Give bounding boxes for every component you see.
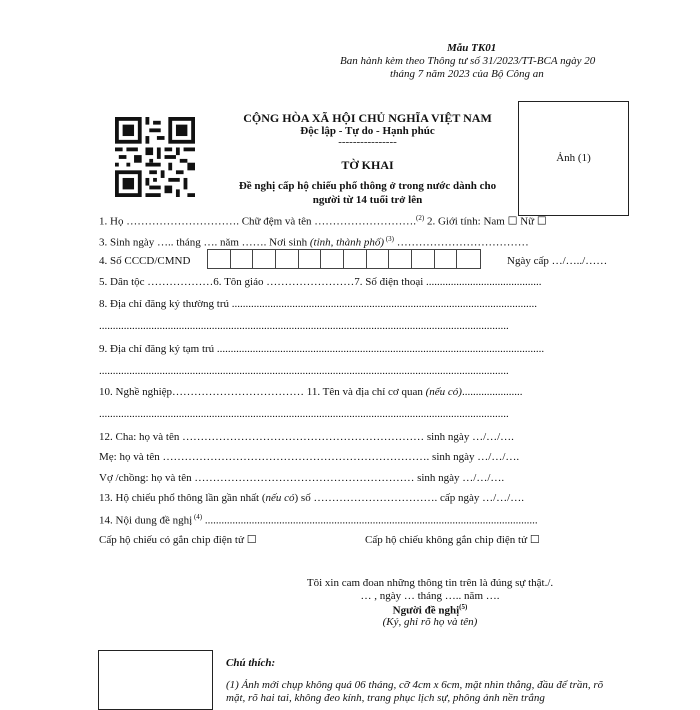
field-birth[interactable]: 3. Sinh ngày ….. tháng …. năm ……. Nơi sinh (tỉnh, thành phố) $^{(3)}$ ……………………………… xyxy=(99,235,529,249)
form-subtitle-1: Đề nghị cấp hộ chiếu phổ thông ở trong nước dành cho xyxy=(238,180,497,192)
field-spouse[interactable]: Vợ /chồng: họ và tên …………………………………………………… sinh ngày …/…/…. xyxy=(99,472,505,484)
field-temporary-address-2[interactable]: ..................................................................................................................................................... xyxy=(99,365,509,377)
option-chip-passport[interactable]: Cấp hộ chiếu có gắn chip điện tử ☐ xyxy=(99,534,257,546)
field-last-passport[interactable]: 13. Hộ chiếu phổ thông lần gần nhất (nếu có) số ……………………………. cấp ngày …/…/…. xyxy=(99,492,524,504)
qr-code-icon xyxy=(115,117,195,197)
divider: ---------------- xyxy=(338,136,397,148)
photo-box-2 xyxy=(98,650,213,710)
field-permanent-address-2[interactable]: ..................................................................................................................................................... xyxy=(99,320,509,332)
notes-title: Chú thích: xyxy=(226,657,276,669)
form-code: Mẫu TK01 xyxy=(447,42,497,54)
field-cccd-label: 4. Số CCCD/CMND xyxy=(99,255,191,267)
photo-box xyxy=(518,101,629,216)
sign-note: (Ký, ghi rõ họ và tên) xyxy=(382,616,478,628)
field-temporary-address[interactable]: 9. Địa chỉ đăng ký tạm trú ....................................................................................................................... xyxy=(99,343,545,355)
field-permanent-address[interactable]: 8. Địa chỉ đăng ký thường trú ............................................................................................................... xyxy=(99,298,538,310)
field-request-content[interactable]: 14. Nội dung đề nghị $^{(4)}$ ......................................................................................................................... xyxy=(99,513,538,527)
note-1: (1) Ảnh mới chụp không quá 06 tháng, cỡ 4cm x 6cm, mặt nhìn thẳng, đầu để trần, rõ xyxy=(226,679,604,691)
field-workplace-2[interactable]: ..................................................................................................................................................... xyxy=(99,408,509,420)
motto: Độc lập - Tự do - Hạnh phúc xyxy=(300,125,435,137)
form-title: TỜ KHAI xyxy=(341,158,394,172)
photo-label: Ảnh (1) xyxy=(556,152,591,164)
field-name-gender[interactable]: 1. Họ …………………………. Chữ đệm và tên ……………………….$^{(2)}$ 2. Giới tính: Nam ☐ Nữ ☐ xyxy=(99,214,547,228)
note-1-cont: mặt, rõ hai tai, không đeo kính, trang phục lịch sự, phông ảnh nền trắng xyxy=(226,692,545,704)
cccd-input-boxes[interactable] xyxy=(207,249,481,269)
issued-line-1: Ban hành kèm theo Thông tư số 31/2023/TT-BCA ngày 20 xyxy=(340,55,596,67)
field-cccd-issue-date[interactable]: Ngày cấp …/…../…… xyxy=(507,255,608,267)
form-subtitle-2: người từ 14 tuổi trở lên xyxy=(312,194,423,206)
country-name: CỘNG HÒA XÃ HỘI CHỦ NGHĨA VIỆT NAM xyxy=(243,111,492,125)
field-mother[interactable]: Mẹ: họ và tên ………………………………………………………………. sinh ngày …/…/…. xyxy=(99,451,520,463)
sign-date: … , ngày … tháng ….. năm …. xyxy=(360,590,500,602)
option-no-chip-passport[interactable]: Cấp hộ chiếu không gắn chip điện tử ☐ xyxy=(365,534,540,546)
signer-title: Người đề nghị$^{(5)}$ xyxy=(392,603,468,617)
issued-line-2: tháng 7 năm 2023 của Bộ Công an xyxy=(390,68,544,80)
field-father[interactable]: 12. Cha: họ và tên ………………………………………………………… sinh ngày …/…/…. xyxy=(99,431,514,443)
declaration: Tôi xin cam đoan những thông tin trên là đúng sự thật./. xyxy=(306,577,554,589)
field-occupation-workplace[interactable]: 10. Nghề nghiệp……………………………… 11. Tên và địa chỉ cơ quan (nếu có)...................... xyxy=(99,386,523,398)
field-ethnic-religion-phone[interactable]: 5. Dân tộc ………………6. Tôn giáo ……………………7. Số điện thoại .......................................... xyxy=(99,276,542,288)
